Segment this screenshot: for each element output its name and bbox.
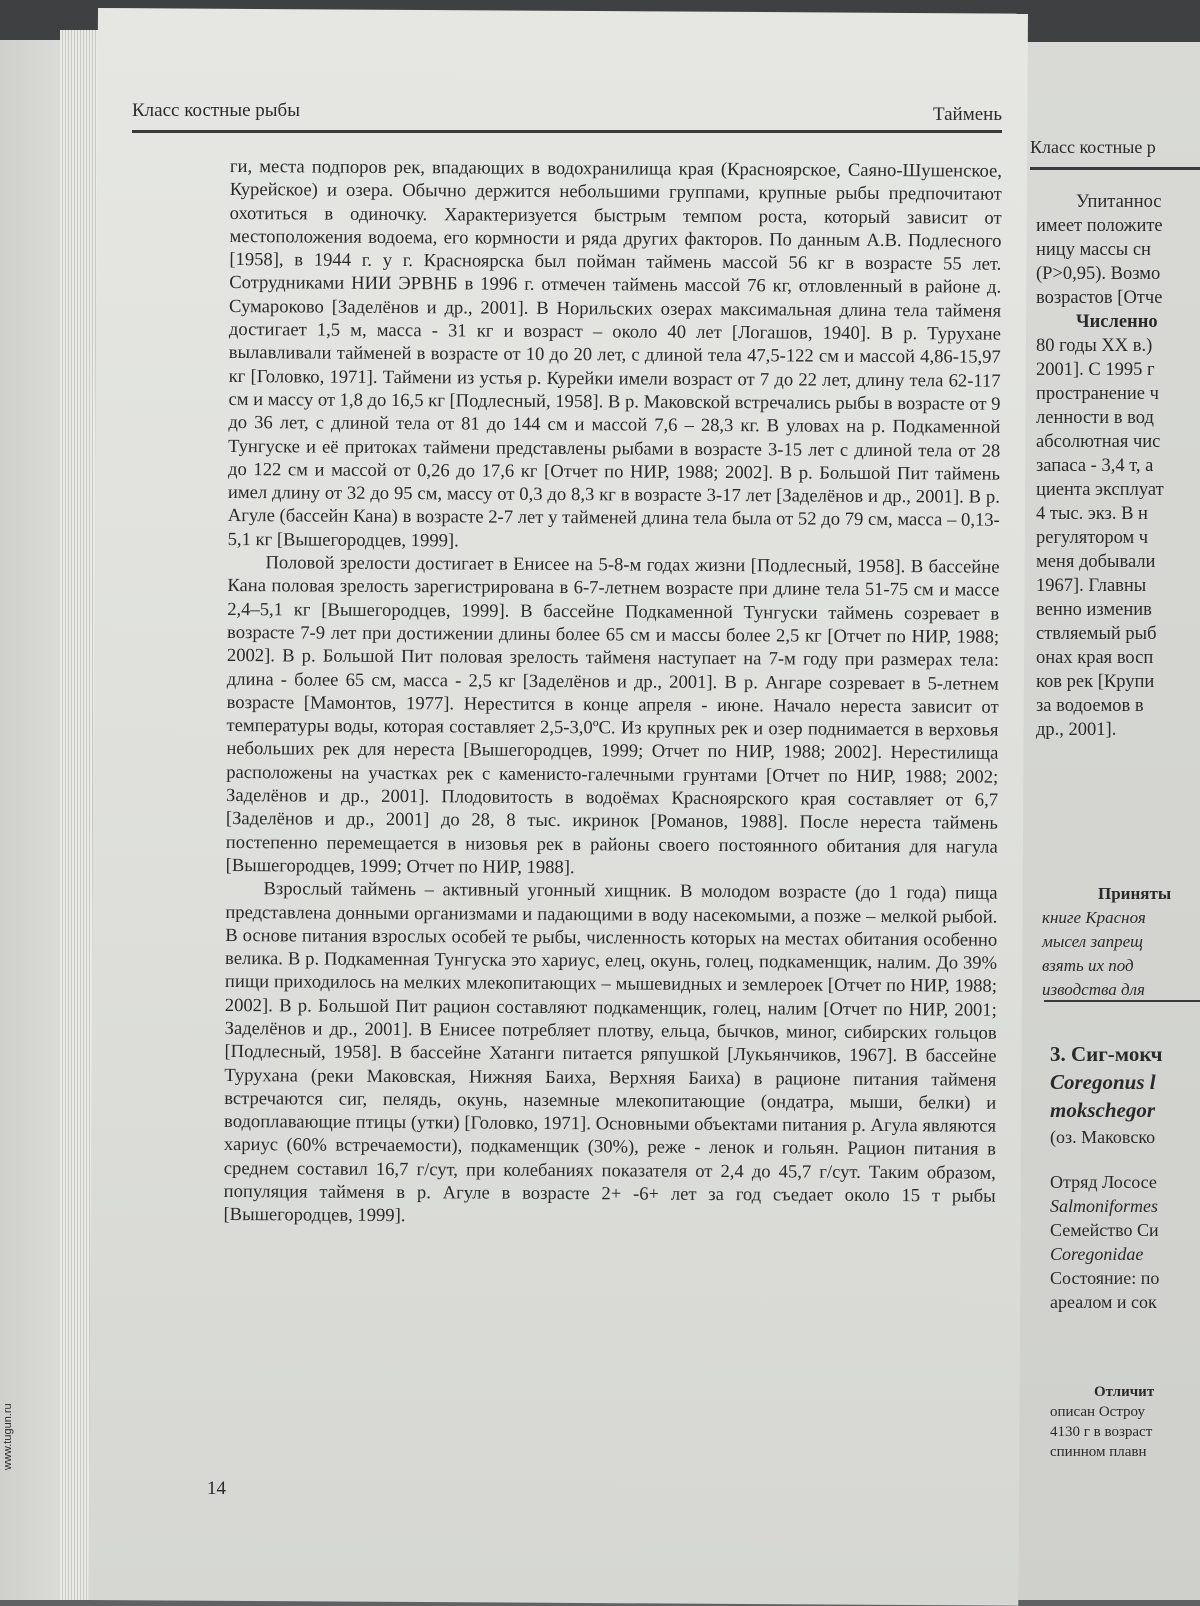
right-line: Численно: [1076, 312, 1158, 332]
paragraph: Взрослый таймень – активный угонный хищник. В молодом возрасте (до 1 года) пища представлена донными организмами и падающими в воду насекомыми, а позже – мелкой рыбой. В основе питания взрослых особей те рыбы, численность которых на местах обитания особенно велика. В р. Подкаменная Тунгуска это хариус, елец, окунь, голец, подкаменщик, налим. До 39% пищи приходилось на мелких млекопитающих – мышевидных и землероек [Отчет по НИР, 1988; 2002]. В р. Большой Пит рацион составляют подкаменщик, голец, налим [Отчет по НИР, 2001; Заделёнов и др., 2001]. В Енисее потребляет плотву, ельца, бычков, миног, сибирских гольцов [Подлесный, 1958]. В бассейне Хатанги питается ряпушкой [Лукьянчиков, 1967]. В бассейне Турухана (реки Маковская, Нижняя Баиха, Верхняя Баиха) в рационе питания тайменя встречаются сиг, пелядь, окунь, наземные млекопитающие (ондатра, мыши, белки) и водоплавающие птицы (утки) [Головко, 1971]. Основными объектами питания р. Агула являются хариус (60% встречаемости), подкаменщик (30%), реже - ленок и гольян. Рацион питания в среднем составил 16,7 г/сут, при колебаниях показателя от 2,4 до 45,7 г/сут. Таким образом, популяция тайменя в р. Агуле в возрасте 2+ -6+ лет за год съедает около 15 т рыбы [Вышегородцев, 1999].: [223, 878, 998, 1227]
species-latin-line: Coregonus l: [1050, 1070, 1156, 1094]
watermark: www.tugun.ru: [2, 1403, 14, 1470]
taxonomy-block: [1050, 1170, 1159, 1314]
right-line: 2001]. С 1995 г: [1036, 360, 1155, 380]
right-line: Упитаннос: [1076, 192, 1162, 212]
right-line: запаса - 3,4 т, а: [1036, 456, 1154, 476]
accepted-label: Приняты: [1098, 884, 1172, 903]
right-line: др., 2001].: [1036, 720, 1117, 740]
right-line: онах края восп: [1036, 648, 1154, 668]
right-line: имеет положите: [1036, 216, 1163, 236]
right-line: возрастов [Отче: [1036, 288, 1163, 308]
right-section-rule: [1044, 1000, 1200, 1002]
right-line: пространение ч: [1036, 384, 1159, 404]
right-line: меня добывали: [1036, 552, 1156, 572]
italic-line: книге Красноя: [1042, 908, 1146, 927]
order-line: Отряд Лососе: [1050, 1172, 1157, 1192]
right-line: ков рек [Крупи: [1036, 672, 1155, 692]
right-page: [1014, 42, 1200, 1600]
paragraph: ги, места подпоров рек, впадающих в водохранилища края (Красноярское, Саяно-Шушенское, Курейское) и озера. Обычно держится небольшими группами, крупные рыбы предпочитают охотиться в одиночку. Характеризуется быстрым темпом роста, который зависит от местоположения водоема, его кормности и ряда других факторов. По данным А.В. Подлесного [1958], в 1944 г. у г. Красноярска был пойман таймень массой 56 кг в возрасте 55 лет. Сотрудниками НИИ ЭРВНБ в 1996 г. отмечен таймень массой 76 кг, отловленный в районе д. Сумароково [Заделёнов и др., 2001]. В Норильских озерах максимальная длина тела тайменя достигает 1,5 м, масса - 31 кг и возраст – около 40 лет [Логашов, 1940]. В р. Турухане вылавливали тайменей в возрасте от 10 до 20 лет, с длиной тела 47,5-122 см и массой 4,86-15,97 кг [Головко, 1971]. Таймени из устья р. Курейки имели возраст от 7 до 22 лет, длину тела 62-117 см и массу от 1,8 до 16,5 кг [Подлесный, 1958]. В р. Маковской встречались рыбы в возрасте от 9 до 36 лет, с длиной тела от 81 до 144 см и массой 7,6 – 28,3 кг. В уловах на р. Подкаменной Тунгуске и её притоках таймени представлены рыбами в возрасте 3-15 лет с длиной тела от 28 до 122 см и массой от 0,26 до 17,6 кг [Отчет по НИР, 1988; 2002]. В р. Большой Пит таймень имел длину от 32 до 95 см, массу от 0,3 до 8,3 кг в возрасте 3-17 лет [Заделёнов и др., 2001]. В р. Агуле (бассейн Кана) в возрасте 2-7 лет у тайменей длина тела была от 52 до 79 см, масса – 0,13-5,1 кг [Вышегородцев, 1999].: [227, 155, 1002, 552]
running-head-left: Класс костные рыбы: [132, 100, 300, 121]
differences-line: описан Остроу: [1050, 1404, 1145, 1420]
differences-label: Отличит: [1094, 1384, 1155, 1400]
right-line: циента эксплуат: [1036, 480, 1164, 500]
differences-block: [1050, 1382, 1154, 1462]
paragraph: Половой зрелости достигает в Енисее на 5-8-м годах жизни [Подлесный, 1958]. В бассейне Кана половая зрелость зарегистрирована в 6-7-летнем возрасте при длине тела 51-75 см и массе 2,4–5,1 кг [Вышегородцев, 1999]. В бассейне Подкаменной Тунгуски таймень созревает в возрасте 7-9 лет при достижении длины более 65 см и массы более 2,5 кг [Отчет по НИР, 1988; 2002]. В р. Большой Пит половая зрелость тайменя наступает на 7-м году при размерах тела: длина - более 65 см, масса - 2,5 кг [Заделёнов и др., 2001]. В р. Ангаре созревает в 5-летнем возрасте [Мамонтов, 1977]. Нерестится в конце апреля - июне. Начало нереста зависит от температуры воды, которая составляет 2,5-3,0ºС. Из крупных рек и озер поднимается в верховья небольших рек для нереста [Вышегородцев, 1999; Отчет по НИР, 1988; 2002]. Нерестилища расположены на участках рек с каменисто-галечными грунтами [Отчет по НИР, 1988; 2002; Заделёнов и др., 2001]. Плодовитость в водоёмах Красноярского края составляет от 6,7 [Заделёнов и др., 2001] до 28, 8 тыс. икринок [Романов, 1988]. После нереста таймень постепенно перемещается в низовья рек в районы своего постоянного обитания для нагула [Вышегородцев, 1999; Отчет по НИР, 1988].: [225, 552, 1000, 879]
right-line: ницу массы сн: [1036, 240, 1151, 260]
order-latin: Salmoniformes: [1050, 1196, 1158, 1216]
species-latin-line: mokschegor: [1050, 1098, 1155, 1122]
differences-line: спинном плавн: [1050, 1444, 1147, 1460]
right-line: ленности в вод: [1036, 408, 1154, 428]
right-line: 80 годы XX в.): [1036, 336, 1153, 356]
right-line: за водоемов в: [1036, 696, 1144, 716]
right-line: ствляемый рыб: [1036, 624, 1157, 644]
body-text: [223, 155, 1002, 1231]
right-line: венно изменив: [1036, 600, 1152, 620]
right-accepted-block: [1042, 882, 1171, 1002]
right-text-lines: [1036, 190, 1164, 742]
family-line: Семейство Си: [1050, 1220, 1159, 1240]
running-head: [132, 92, 1002, 133]
page-number: 14: [207, 1478, 226, 1499]
right-line: (P>0,95). Возмо: [1036, 264, 1161, 284]
right-line: 4 тыс. экз. В н: [1036, 504, 1148, 524]
family-latin: Coregonidae: [1050, 1244, 1144, 1264]
status-line: Состояние: по: [1050, 1268, 1160, 1288]
right-running-head: Класс костные р: [1030, 137, 1156, 157]
right-line: регулятором ч: [1036, 528, 1149, 548]
status-line: ареалом и сок: [1050, 1292, 1157, 1312]
species-title-line: 3. Сиг-мокч: [1050, 1042, 1163, 1066]
italic-line: мысел запрещ: [1042, 932, 1143, 951]
italic-line: изводства для: [1042, 980, 1145, 999]
right-line: абсолютная чис: [1036, 432, 1161, 452]
running-head-right: Таймень: [932, 104, 1002, 125]
right-header-rule: [1030, 167, 1200, 170]
species-location: (оз. Маковско: [1050, 1127, 1156, 1147]
italic-line: взять их под: [1042, 956, 1134, 975]
differences-line: 4130 г в возраст: [1050, 1424, 1153, 1440]
right-line: 1967]. Главны: [1036, 576, 1147, 596]
species-title: [1050, 1040, 1162, 1124]
